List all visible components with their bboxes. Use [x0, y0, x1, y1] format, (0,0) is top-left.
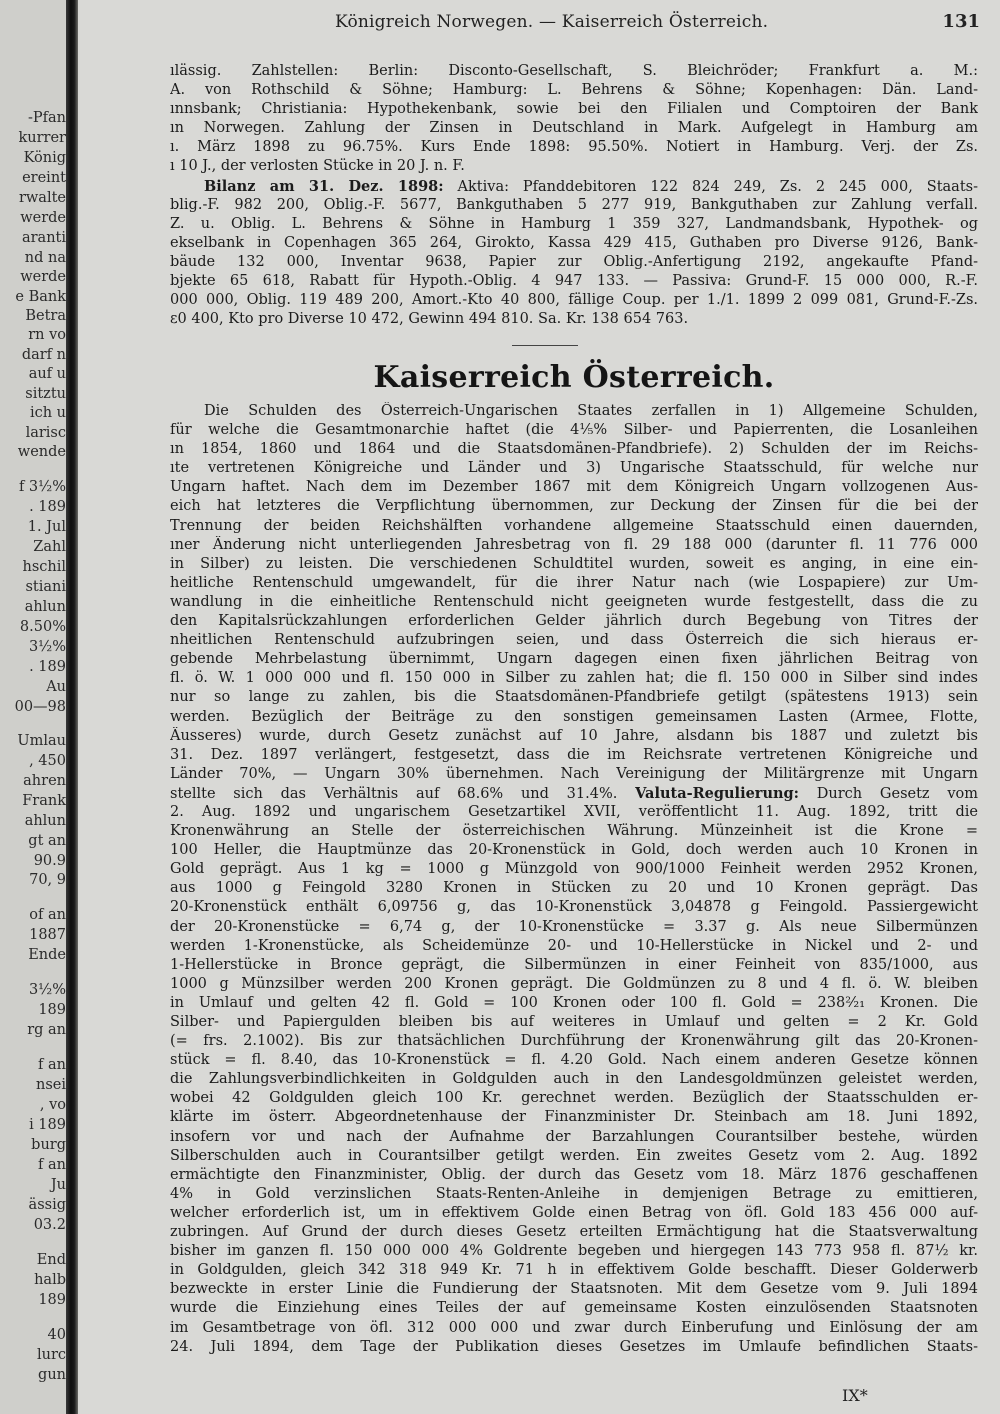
- margin-fragment: ahlun: [24, 599, 66, 615]
- text-line: in Goldgulden, gleich 342 318 949 Kr. 71 h in effektivem Golde beschafft. Dieser Golderwerb: [170, 1262, 978, 1279]
- margin-fragment: 1887: [29, 927, 66, 943]
- norway-bond-paragraph: [170, 62, 978, 329]
- text-line: bjekte 65 618, Rabatt für Hypoth.-Oblig. 4 947 133. — Passiva: Grund-F. 15 000 000, R.-F.: [170, 273, 978, 290]
- margin-fragment: 189: [38, 1292, 66, 1308]
- margin-fragment: rn vo: [28, 327, 66, 343]
- margin-fragment: larisc: [25, 425, 66, 441]
- text-line: im Gesamtbetrage von öfl. 312 000 000 und zwar durch Einberufung und Einlösung der am: [170, 1319, 978, 1336]
- margin-fragment: nsei: [36, 1077, 66, 1093]
- text-line: ermächtigte den Finanzminister, Oblig. der durch das Gesetz vom 18. März 1876 geschaffenen: [170, 1166, 978, 1183]
- text-line: bezweckte in erster Linie die Fundierung der Staatsnoten. Mit dem Gesetze vom 9. Juli 1894: [170, 1281, 978, 1298]
- margin-fragment: ereint: [22, 170, 66, 186]
- margin-fragment: . 189: [29, 659, 66, 675]
- margin-fragment: 40: [47, 1327, 66, 1343]
- margin-fragment: halb: [34, 1272, 66, 1288]
- margin-fragment: rwalte: [18, 190, 66, 206]
- text-line: 4% in Gold verzinslichen Staats-Renten-Anleihe in demjenigen Betrage zu emittieren,: [170, 1185, 978, 1202]
- margin-fragment: Betra: [25, 308, 66, 324]
- section-separator: [512, 345, 578, 346]
- text-line: heitliche Rentenschuld umgewandelt, für die ihrer Natur nach (wie Lospapiere) zur Um-: [170, 574, 978, 591]
- margin-fragment: , 450: [29, 753, 66, 769]
- text-line: den Kapitalsrückzahlungen erforderlichen Gelder jährlich durch Begebung von Titres der: [170, 613, 978, 630]
- text-line: aus 1000 g Feingold 3280 Kronen in Stücken zu 20 und 10 Kronen geprägt. Das: [170, 880, 978, 897]
- margin-fragment: kurrer: [18, 130, 66, 146]
- margin-fragment: 1. Jul: [27, 519, 66, 535]
- text-line: ı 10 J., der verlosten Stücke in 20 J. n. F.: [170, 158, 465, 175]
- margin-fragment: Au: [46, 679, 66, 695]
- valuta-pre: stellte sich das Verhältnis auf 68.6% und 31.4%.: [170, 785, 618, 802]
- margin-fragment: ahren: [23, 773, 66, 789]
- text-line: Länder 70%, — Ungarn 30% übernehmen. Nach Vereinigung der Militärgrenze mit Ungarn: [170, 765, 978, 782]
- text-line: wandlung in die einheitliche Rentenschuld nicht geeigneten wurde festgestellt, dass die zu: [170, 593, 978, 610]
- adjacent-page-margin: [0, 0, 66, 1414]
- margin-fragment: . 189: [29, 499, 66, 515]
- signature-mark: IX*: [842, 1386, 868, 1405]
- text-line: ın 1854, 1860 und 1864 und die Staatsdomänen-Pfandbriefe). 2) Schulden der im Reichs-: [170, 441, 978, 458]
- margin-fragment: hschil: [22, 559, 66, 575]
- margin-fragment: gun: [38, 1367, 66, 1383]
- text-line: 31. Dez. 1897 verlängert, festgesetzt, dass die im Reichsrate vertretenen Königreiche und: [170, 746, 978, 763]
- text-line: wobei 42 Goldgulden gleich 100 Kr. gerechnet werden. Bezüglich der Staatsschulden er-: [170, 1090, 978, 1107]
- margin-fragment: werde: [20, 210, 66, 226]
- text-line: ın Norwegen. Zahlung der Zinsen in Deutschland in Mark. Aufgelegt in Hamburg am: [170, 120, 978, 137]
- text-line: ı. März 1898 zu 96.75%. Kurs Ende 1898: 95.50%. Notiert in Hamburg. Verj. der Zs.: [170, 139, 978, 156]
- margin-fragment: Frank: [22, 793, 66, 809]
- margin-fragment: wende: [17, 444, 66, 460]
- margin-fragment: darf n: [21, 347, 66, 363]
- text-line: 1-Hellerstücke in Bronce geprägt, die Silbermünzen in einer Feinheit von 835/1000, aus: [170, 956, 978, 973]
- running-head: Königreich Norwegen. — Kaiserreich Österreich.: [335, 12, 769, 32]
- text-line: fl. ö. W. 1 000 000 und fl. 150 000 in Silber zu zahlen hat; die fl. 150 000 in Silber sind indes: [170, 670, 978, 687]
- text-line: nur so lange zu zahlen, bis die Staatsdomänen-Pfandbriefe getilgt (spätestens 1913) sein: [170, 689, 978, 706]
- text-line: Silber- und Papiergulden bleiben bis auf weiteres in Umlauf und gelten = 2 Kr. Gold: [170, 1014, 978, 1030]
- margin-fragment: f an: [38, 1057, 66, 1073]
- margin-fragment: 8.50%: [19, 619, 66, 635]
- book-spine-shadow: [66, 0, 78, 1414]
- text-line: werden. Bezüglich der Beiträge zu den sonstigen gemeinsamen Lasten (Armee, Flotte,: [170, 708, 978, 725]
- text-line: 000 000, Oblig. 119 489 200, Amort.-Kto 40 800, fällige Coup. per 1./1. 1899 2 099 081, Grund-F.-Zs.: [170, 292, 978, 309]
- text-line: 1000 g Münzsilber werden 200 Kronen geprägt. Die Goldmünzen zu 8 und 4 fl. ö. W. bleiben: [170, 975, 978, 992]
- text-line: 20-Kronenstück enthält 6,09756 g, das 10-Kronenstück 3,04878 g Feingold. Passiergewicht: [170, 899, 978, 916]
- margin-fragment: König: [23, 150, 66, 166]
- margin-fragment: ich u: [29, 405, 66, 421]
- text-line: ıner Änderung nicht unterliegenden Jahresbetrag von fl. 29 188 000 (darunter fl. 11 776 000: [170, 536, 978, 553]
- margin-fragment: 3½%: [28, 639, 66, 655]
- text-line: Trennung der beiden Reichshälften vorhandene allgemeine Staatsschuld einen dauernden,: [170, 517, 978, 534]
- margin-fragment: Umlau: [17, 733, 66, 749]
- text-line: Silberschulden auch in Courantsilber getilgt werden. Ein zweites Gesetz vom 2. Aug. 1892: [170, 1147, 978, 1164]
- margin-fragment: nd na: [24, 250, 66, 266]
- margin-fragment: lurc: [36, 1347, 66, 1363]
- valuta-post: Durch Gesetz vom: [816, 785, 978, 802]
- bilanz-label: Bilanz am 31. Dez. 1898:: [204, 177, 444, 195]
- text-line: in Silber) zu leisten. Die verschiedenen Schuldtitel wurden, soweit es anging, in eine ein-: [170, 555, 978, 572]
- margin-fragment: aranti: [21, 230, 66, 246]
- margin-fragment: gt an: [28, 833, 66, 849]
- text-line: nheitlichen Rentenschuld aufzubringen seien, und dass Österreich die sich hieraus er-: [170, 632, 978, 649]
- margin-fragment: sitztu: [25, 386, 66, 402]
- margin-fragment: rg an: [27, 1022, 66, 1038]
- bilanz-first-line: Aktiva: Pfanddebitoren 122 824 249, Zs. 2 245 000, Staats-: [457, 178, 978, 195]
- margin-fragment: stiani: [25, 579, 66, 595]
- text-line: zubringen. Auf Grund der durch dieses Gesetz erteilten Ermächtigung hat die Staatsverwaltung: [170, 1224, 978, 1241]
- text-line: eich hat letzteres die Verpflichtung übernommen, zur Deckung der Zinsen für die bei der: [170, 498, 978, 515]
- text-line: in Umlauf und gelten 42 fl. Gold = 100 Kronen oder 100 fl. Gold = 238²⁄₂₁ Kronen. Die: [170, 994, 978, 1011]
- margin-fragment: 03.2: [33, 1217, 66, 1233]
- text-line: die Zahlungsverbindlichkeiten in Goldgulden auch in den Landesgoldmünzen geleistet werden,: [170, 1071, 978, 1088]
- text-line: 100 Heller, die Hauptmünze das 20-Kronenstück in Gold, doch werden auch 10 Kronen in: [170, 842, 978, 859]
- margin-fragment: ässig: [28, 1197, 66, 1213]
- text-line: welcher erforderlich ist, um in effektivem Golde einen Betrag von öfl. Gold 183 456 000 auf-: [170, 1204, 978, 1221]
- margin-fragment: , vo: [39, 1097, 66, 1113]
- text-line: ε0 400, Kto pro Diverse 10 472, Gewinn 494 810. Sa. Kr. 138 654 763.: [170, 311, 689, 328]
- text-line: der 20-Kronenstücke = 6,74 g, der 10-Kronenstücke = 3.37 g. Als neue Silbermünzen: [170, 918, 978, 935]
- margin-fragment: auf u: [28, 366, 66, 382]
- margin-fragment: of an: [29, 907, 66, 923]
- section-title: Kaiserreich Österreich.: [373, 360, 775, 395]
- text-line: insofern vor und nach der Aufnahme der Barzahlungen Courantsilber bestehe, würden: [170, 1128, 978, 1145]
- document-page: [80, 0, 1000, 1414]
- margin-fragment: 3½%: [28, 982, 66, 998]
- margin-fragment: ahlun: [24, 813, 66, 829]
- text-line: ekselbank in Copenhagen 365 264, Girokto, Kassa 429 415, Guthaben pro Diverse 9126, Bank-: [170, 234, 978, 251]
- margin-fragment: End: [36, 1252, 66, 1268]
- text-line: klärte im österr. Abgeordnetenhause der Finanzminister Dr. Steinbach am 18. Juni 1892,: [170, 1109, 978, 1126]
- margin-fragment: 70, 9: [29, 872, 66, 888]
- text-line: für welche die Gesamtmonarchie haftet (die 4⅕% Silber- und Papierrenten, die Losanleihen: [170, 422, 978, 439]
- text-line: ıte vertretenen Königreiche und Länder und 3) Ungarische Staatsschuld, für welche nur: [170, 460, 978, 477]
- text-line: bisher im ganzen fl. 150 000 000 4% Goldrente begeben und hiergegen 143 773 958 fl. 87½ kr.: [170, 1243, 978, 1260]
- margin-fragment: e Bank: [15, 289, 66, 305]
- text-line: (= frs. 2.1002). Bis zur thatsächlichen Durchführung der Kronenwährung gilt das 20-Kronen-: [170, 1033, 978, 1050]
- text-line: ınnsbank; Christiania: Hypothekenbank, sowie bei den Filialen und Comptoiren der Bank: [170, 101, 978, 118]
- text-line: 24. Juli 1894, dem Tage der Publikation dieses Gesetzes im Umlaufe befindlichen Staats-: [170, 1338, 978, 1355]
- page-number: 131: [942, 11, 980, 32]
- text-line: Die Schulden des Österreich-Ungarischen Staates zerfallen in 1) Allgemeine Schulden,: [204, 403, 978, 419]
- bilanz-line: [170, 177, 978, 196]
- text-line: Kronenwährung an Stelle der österreichischen Währung. Münzeinheit ist die Krone =: [170, 823, 978, 840]
- text-line: 2. Aug. 1892 und ungarischem Gesetzartikel XVII, veröffentlicht 11. Aug. 1892, tritt die: [170, 803, 978, 820]
- text-line: Ungarn haftet. Nach dem im Dezember 1867 mit dem Königreich Ungarn vollzogenen Aus-: [170, 479, 978, 496]
- text-line: blig.-F. 982 200, Oblig.-F. 5677, Bankguthaben 5 277 919, Bankguthaben zur Zahlung verfall.: [170, 196, 978, 213]
- margin-fragment: Ende: [28, 947, 66, 963]
- margin-fragment: 90.9: [33, 853, 66, 869]
- margin-fragment: burg: [31, 1137, 66, 1153]
- margin-fragment: f an: [38, 1157, 66, 1173]
- margin-fragment: -Pfan: [27, 110, 66, 126]
- valuta-line: [170, 784, 978, 803]
- text-line: Gold geprägt. Aus 1 kg = 1000 g Münzgold von 900/1000 Feinheit werden 2952 Kronen,: [170, 861, 978, 878]
- text-line: wurde die Einziehung eines Teiles der auf gemeinsame Kosten einzulösenden Staatsnoten: [170, 1300, 978, 1317]
- margin-fragment: 189: [38, 1002, 66, 1018]
- text-line: bäude 132 000, Inventar 9638, Papier zur Oblig.-Anfertigung 2192, angekaufte Pfand-: [170, 253, 978, 270]
- margin-fragment: Ju: [50, 1177, 66, 1193]
- text-line: werden 1-Kronenstücke, als Scheidemünze 20- und 10-Hellerstücke in Nickel und 2- und: [170, 937, 978, 954]
- margin-fragment: i 189: [29, 1117, 66, 1133]
- text-line: gebende Mehrbelastung übernimmt, Ungarn dagegen einen fixen jährlichen Beitrag von: [170, 651, 978, 668]
- margin-fragment: Zahl: [33, 539, 66, 555]
- valuta-label: Valuta-Regulierung:: [635, 784, 800, 802]
- text-line: ılässig. Zahlstellen: Berlin: Disconto-Gesellschaft, S. Bleichröder; Frankfurt a. M.:: [170, 63, 978, 79]
- text-line: Äusseres) wurde, durch Gesetz zunächst auf 10 Jahre, alsdann bis 1887 und zuletzt bis: [170, 727, 978, 744]
- margin-fragment: 00—98: [14, 699, 66, 715]
- margin-fragment: f 3½%: [18, 479, 66, 495]
- margin-fragment: werde: [20, 269, 66, 285]
- text-line: Z. u. Oblig. L. Behrens & Söhne in Hamburg 1 359 327, Landmandsbank, Hypothek- og: [170, 215, 978, 232]
- text-line: A. von Rothschild & Söhne; Hamburg: L. Behrens & Söhne; Kopenhagen: Dän. Land-: [170, 82, 978, 99]
- text-line: stück = fl. 8.40, das 10-Kronenstück = fl. 4.20 Gold. Nach einem anderen Gesetze können: [170, 1052, 978, 1069]
- austria-debt-paragraph: [170, 402, 978, 1357]
